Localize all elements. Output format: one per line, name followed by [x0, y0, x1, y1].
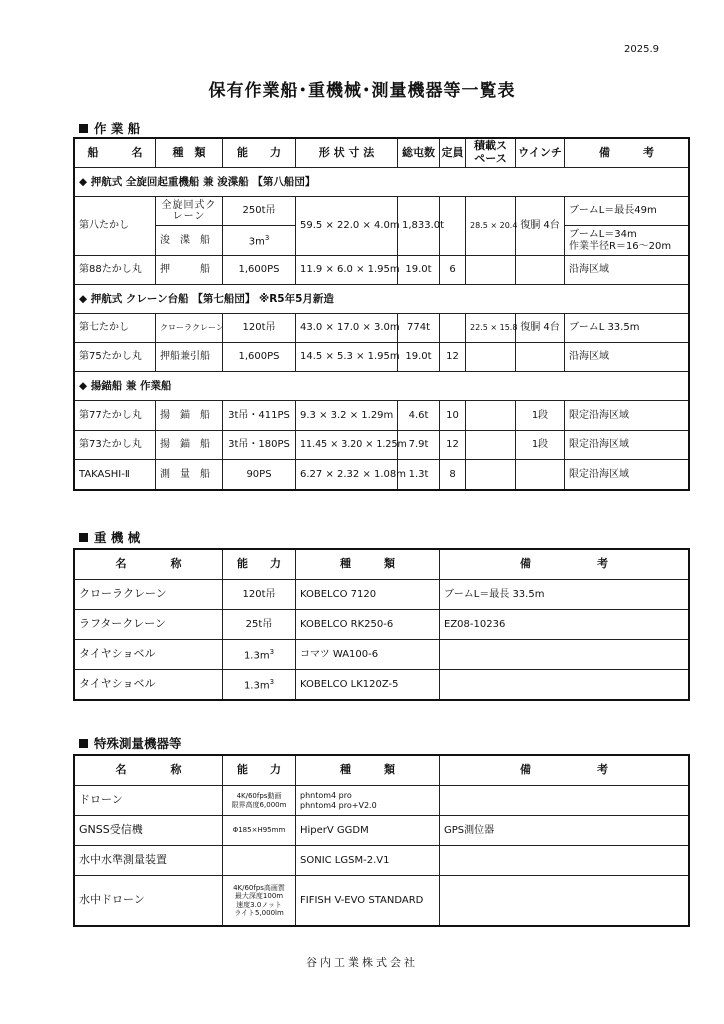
ship-load-space: [466, 256, 516, 285]
col-header-capacity: 能 力: [223, 139, 296, 168]
machine-note: EZ08-10236: [440, 610, 689, 640]
ship-type: 揚 錨 船: [156, 431, 223, 460]
equipment-type: HiperⅤ GGDM: [296, 816, 440, 846]
equipment-type: SONIC LGSM-2.V1: [296, 846, 440, 876]
col-header-notes: 備 考: [440, 550, 689, 580]
ship-gross-tonnage: 19.0t: [398, 343, 440, 372]
ship-capacity: 1,600PS: [223, 343, 296, 372]
capacity-line: ライト5,000lm: [234, 908, 284, 917]
capacity-line: 最大深度100m: [234, 892, 284, 901]
ship-type: 揚 錨 船: [156, 401, 223, 431]
equipment-note: [440, 846, 689, 876]
ship-capacity: 90PS: [223, 460, 296, 490]
document-date: 2025.9: [624, 44, 659, 55]
machine-note: ブームL＝最長 33.5m: [440, 580, 689, 610]
section-heading-survey-equipment: [79, 734, 182, 752]
section-heading-text: 作 業 船: [94, 121, 141, 136]
square-bullet-icon: [79, 124, 88, 133]
group-label: ◆ 揚錨船 兼 作業船: [75, 372, 689, 401]
ship-crew: 12: [440, 343, 466, 372]
ship-load-space: [466, 343, 516, 372]
capacity-line: 4K/60fps高画質: [233, 884, 285, 893]
table-row: [75, 431, 689, 460]
ship-winch: 復胴 4台: [516, 314, 565, 343]
ship-name: 第88たかし丸: [75, 256, 156, 285]
col-header-dimensions: 形 状 寸 法: [296, 139, 398, 168]
table-row: [75, 401, 689, 431]
section-heading-heavy-machinery: [79, 528, 140, 546]
ship-load-space: 28.5 × 20.4: [466, 197, 516, 256]
ship-gross-tonnage: 774t: [398, 314, 440, 343]
ship-note: 限定沿海区域: [565, 401, 689, 431]
capacity-line: 速度3.0ノット: [236, 900, 282, 909]
equipment-name: 水中ドローン: [75, 876, 223, 926]
machine-name: クローラクレーン: [75, 580, 223, 610]
capacity-superscript: 3: [269, 647, 275, 656]
col-header-notes: 備 考: [565, 139, 689, 168]
ship-load-space: [466, 460, 516, 490]
col-header-notes: 備 考: [440, 756, 689, 786]
ship-gross-tonnage: 1.3t: [398, 460, 440, 490]
equipment-note: [440, 876, 689, 926]
col-header-type: 種 類: [156, 139, 223, 168]
machine-name: ラフタークレーン: [75, 610, 223, 640]
ship-dimensions: 9.3 × 3.2 × 1.29m: [296, 401, 398, 431]
ship-gross-tonnage: 19.0t: [398, 256, 440, 285]
equipment-capacity: [223, 786, 296, 816]
ship-winch: [516, 460, 565, 490]
ship-winch: [516, 256, 565, 285]
col-header-crew: 定員: [440, 139, 466, 168]
ship-dimensions: 11.9 × 6.0 × 1.95m: [296, 256, 398, 285]
ship-name: 第75たかし丸: [75, 343, 156, 372]
table-header-row: [75, 550, 689, 580]
capacity-superscript: 3: [269, 677, 275, 686]
ship-gross-tonnage: 4.6t: [398, 401, 440, 431]
heavy-machinery-table: [74, 549, 689, 700]
equipment-note: GPS測位器: [440, 816, 689, 846]
ship-name: 第73たかし丸: [75, 431, 156, 460]
ship-gross-tonnage: 7.9t: [398, 431, 440, 460]
col-header-capacity: 能 力: [223, 550, 296, 580]
col-header-winch: ウインチ: [516, 139, 565, 168]
table-row: [75, 670, 689, 700]
ship-type: 押 船: [156, 256, 223, 285]
ship-note: 限定沿海区域: [565, 460, 689, 490]
ship-dimensions: 6.27 × 2.32 × 1.08m: [296, 460, 398, 490]
square-bullet-icon: [79, 739, 88, 748]
table-row: [75, 197, 689, 226]
table-header-row: [75, 756, 689, 786]
equipment-note: [440, 786, 689, 816]
page-title: 保有作業船･重機械･測量機器等一覧表: [208, 81, 516, 101]
group-label: ◆ 押航式 クレーン台船 【第七船団】 ※R5年5月新造: [75, 285, 689, 314]
equipment-capacity: [223, 846, 296, 876]
work-ship-table: [74, 138, 689, 490]
group-row: [75, 372, 689, 401]
ship-winch: 復胴 4台: [516, 197, 565, 256]
machine-note: [440, 640, 689, 670]
col-header-load-space: [466, 139, 516, 168]
ship-name: TAKASHI-Ⅱ: [75, 460, 156, 490]
group-row: [75, 285, 689, 314]
section-heading-work-ships: [79, 119, 140, 137]
ship-note: [565, 226, 689, 256]
section-heading-text: 特殊測量機器等: [94, 736, 182, 751]
equipment-name: 水中水準測量装置: [75, 846, 223, 876]
table-row: [75, 314, 689, 343]
col-header-capacity: 能 力: [223, 756, 296, 786]
section-heading-text: 重 機 械: [94, 530, 141, 545]
ship-winch: [516, 343, 565, 372]
group-row: [75, 168, 689, 197]
equipment-type: [296, 786, 440, 816]
ship-dimensions: 11.45 × 3.20 × 1.25m: [296, 431, 398, 460]
ship-note: ブームL＝最長49m: [565, 197, 689, 226]
ship-load-space: 22.5 × 15.8: [466, 314, 516, 343]
machine-note: [440, 670, 689, 700]
col-header-name: 船 名: [75, 139, 156, 168]
table-row: [75, 786, 689, 816]
capacity-line: 4K/60fps動画: [236, 792, 282, 801]
table-row: [75, 610, 689, 640]
ship-type: 押船兼引船: [156, 343, 223, 372]
table-row: [75, 640, 689, 670]
machine-type: KOBELCO 7120: [296, 580, 440, 610]
table-row: [75, 256, 689, 285]
machine-type: KOBELCO RK250-6: [296, 610, 440, 640]
machine-name: タイヤショベル: [75, 640, 223, 670]
equipment-type: FIFISH V-EVO STANDARD: [296, 876, 440, 926]
ship-note: 沿海区域: [565, 256, 689, 285]
table-row: [75, 816, 689, 846]
table-row: [75, 460, 689, 490]
capacity-value: 1.3m: [243, 679, 270, 691]
machine-type: コマツ WA100-6: [296, 640, 440, 670]
ship-winch: 1段: [516, 431, 565, 460]
type-line: phntom4 pro+V2.0: [300, 800, 377, 810]
capacity-value: 3m: [248, 235, 265, 247]
square-bullet-icon: [79, 533, 88, 542]
ship-crew: [440, 314, 466, 343]
ship-capacity: 3t吊・411PS: [223, 401, 296, 431]
ship-note-line: 作業半径R＝16～20m: [569, 240, 672, 252]
ship-gross-tonnage: 1,833.0t: [398, 197, 440, 256]
ship-note: ブームL 33.5m: [565, 314, 689, 343]
ship-dimensions: 43.0 × 17.0 × 3.0m: [296, 314, 398, 343]
capacity-superscript: 3: [264, 233, 270, 242]
ship-type: クローラクレーン: [156, 314, 223, 343]
ship-capacity: [223, 226, 296, 256]
ship-note-line: ブームL＝34m: [569, 229, 637, 240]
col-header-load-space-text: 積載スペース: [474, 139, 507, 165]
ship-name: 第77たかし丸: [75, 401, 156, 431]
group-label: ◆ 押航式 全旋回起重機船 兼 浚渫船 【第八船団】: [75, 168, 689, 197]
ship-winch: 1段: [516, 401, 565, 431]
machine-capacity: 25t吊: [223, 610, 296, 640]
table-header-row: [75, 139, 689, 168]
ship-name: 第七たかし: [75, 314, 156, 343]
col-header-name: 名 称: [75, 550, 223, 580]
capacity-value: 1.3m: [243, 649, 270, 661]
type-line: phntom4 pro: [300, 791, 352, 801]
ship-capacity: 1,600PS: [223, 256, 296, 285]
machine-name: タイヤショベル: [75, 670, 223, 700]
table-row: [75, 876, 689, 926]
ship-dimensions: 59.5 × 22.0 × 4.0m: [296, 197, 398, 256]
capacity-line: 限界高度6,000m: [231, 800, 287, 809]
machine-capacity: 120t吊: [223, 580, 296, 610]
ship-crew: 6: [440, 256, 466, 285]
table-row: [75, 846, 689, 876]
ship-capacity: 3t吊・180PS: [223, 431, 296, 460]
ship-type: 測 量 船: [156, 460, 223, 490]
ship-load-space: [466, 401, 516, 431]
ship-load-space: [466, 431, 516, 460]
ship-crew: 8: [440, 460, 466, 490]
ship-capacity: 120t吊: [223, 314, 296, 343]
ship-capacity: 250t吊: [223, 197, 296, 226]
col-header-name: 名 称: [75, 756, 223, 786]
ship-type: 全旋回式クレーン: [156, 197, 223, 226]
equipment-name: ドローン: [75, 786, 223, 816]
company-name-footer: 谷内工業株式会社: [306, 956, 418, 969]
ship-crew: 12: [440, 431, 466, 460]
ship-dimensions: 14.5 × 5.3 × 1.95m: [296, 343, 398, 372]
equipment-capacity: [223, 876, 296, 926]
ship-note: 限定沿海区域: [565, 431, 689, 460]
machine-type: KOBELCO LK120Z-5: [296, 670, 440, 700]
machine-capacity: [223, 670, 296, 700]
ship-note: 沿海区域: [565, 343, 689, 372]
table-row: [75, 343, 689, 372]
survey-equipment-table: [74, 755, 689, 926]
machine-capacity: [223, 640, 296, 670]
ship-crew: 10: [440, 401, 466, 431]
col-header-type: 種 類: [296, 756, 440, 786]
table-row: [75, 580, 689, 610]
col-header-gross-tonnage: 総屯数: [398, 139, 440, 168]
equipment-capacity: Φ185×H95mm: [223, 816, 296, 846]
ship-type: 浚 渫 船: [156, 226, 223, 256]
equipment-name: GNSS受信機: [75, 816, 223, 846]
col-header-type: 種 類: [296, 550, 440, 580]
ship-name: 第八たかし: [75, 197, 156, 256]
